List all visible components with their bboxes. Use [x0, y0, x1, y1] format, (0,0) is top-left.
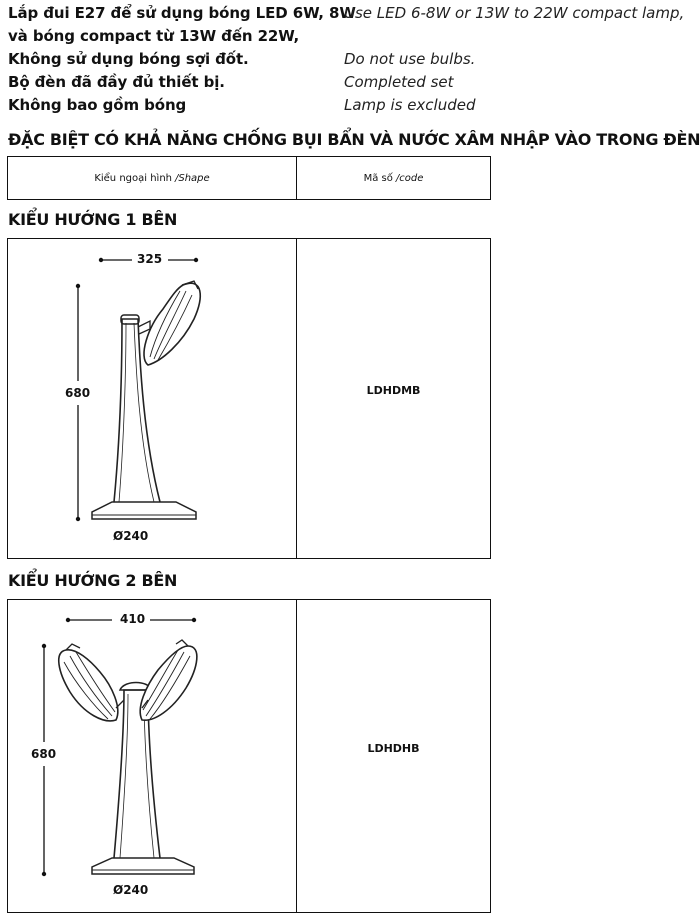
- product-1-title: KIỂU HƯỚNG 1 BÊN: [8, 210, 178, 229]
- product-code: LDHDHB: [367, 741, 420, 755]
- intro-en-line: Do not use bulbs.: [344, 50, 476, 68]
- intro-vi-line: và bóng compact từ 13W đến 22W,: [8, 27, 300, 45]
- shape-header-en: /Shape: [175, 172, 210, 184]
- product-2-row: [7, 599, 491, 913]
- intro-vietnamese: [8, 3, 356, 118]
- intro-en-line: Lamp is excluded: [344, 96, 476, 114]
- code-header-en: /code: [395, 172, 424, 184]
- width-dimension: 325: [137, 252, 163, 266]
- table-header: [7, 156, 491, 200]
- shape-column-header: [8, 157, 297, 199]
- intro-vi-line: Không sử dụng bóng sợi đốt.: [8, 50, 249, 68]
- product-1-drawing-cell: [8, 239, 297, 558]
- height-dimension: 680: [65, 386, 91, 400]
- intro-en-line: Use LED 6-8W or 13W to 22W compact lamp,: [344, 4, 685, 22]
- product-1-row: [7, 238, 491, 559]
- intro-english: [344, 3, 700, 118]
- product-code: LDHDMB: [366, 384, 421, 397]
- code-column-header: [297, 157, 490, 199]
- intro-vi-line: Không bao gồm bóng: [8, 96, 187, 114]
- code-header-vi: Mã số: [363, 172, 393, 184]
- feature-heading: ĐẶC BIỆT CÓ KHẢ NĂNG CHỐNG BỤI BẨN VÀ NƯỚC XÂM NHẬP VÀO TRONG ĐÈN: [8, 130, 700, 149]
- product-2-title: KIỂU HƯỚNG 2 BÊN: [8, 571, 178, 590]
- height-dimension: 680: [31, 747, 57, 761]
- intro-vi-line: Bộ đèn đã đầy đủ thiết bị.: [8, 73, 225, 91]
- product-2-code-cell: [297, 600, 490, 912]
- product-1-code-cell: [297, 239, 490, 558]
- product-2-drawing-cell: [8, 600, 297, 912]
- intro-en-line: [344, 26, 700, 49]
- width-dimension: 410: [120, 612, 146, 626]
- intro-vi-line: Lắp đui E27 để sử dụng bóng LED 6W, 8W: [8, 4, 356, 22]
- base-diameter-dimension: Ø240: [113, 529, 149, 543]
- shape-header-vi: Kiểu ngoại hình: [94, 172, 172, 184]
- base-diameter-dimension: Ø240: [113, 883, 149, 897]
- intro-en-line: Completed set: [344, 73, 454, 91]
- lamp-one-side-drawing: [8, 239, 296, 558]
